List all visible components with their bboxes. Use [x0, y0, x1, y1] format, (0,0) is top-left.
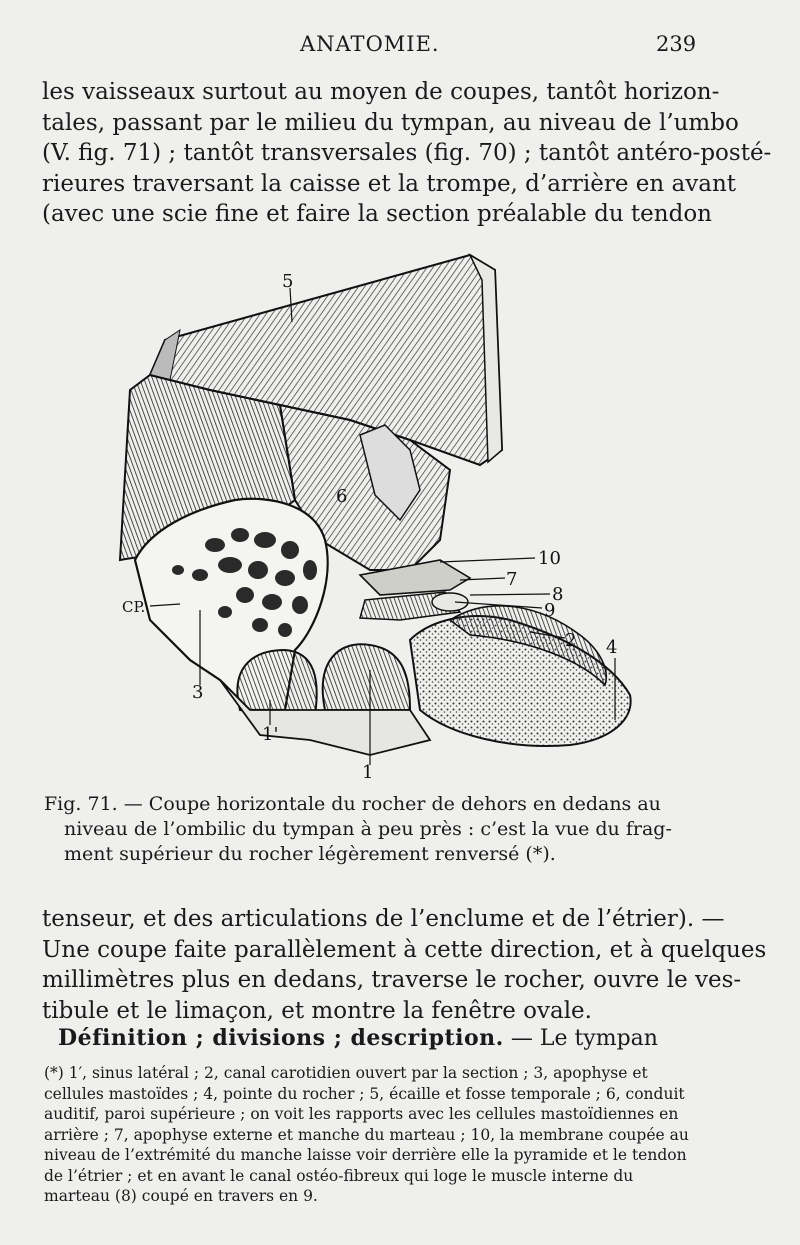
text-line: millimètres plus en dedans, traverse le rocher, ouvre le ves-: [42, 967, 742, 993]
fig-label-7: 7: [506, 569, 518, 590]
section-line: [58, 1025, 700, 1051]
footnote-line: de l’étrier ; et en avant le canal ostéo-fibreux qui loge le muscle interne du: [44, 1166, 634, 1185]
petrous-bone-section-illustration: [110, 240, 670, 785]
text-line: les vaisseaux surtout au moyen de coupes, tantôt horizon-: [42, 79, 720, 105]
caption-line: ment supérieur du rocher légèrement renversé (*).: [64, 843, 556, 865]
fig-label-1prime: 1': [262, 724, 279, 745]
footnote: [44, 1063, 702, 1207]
text-line: Une coupe faite parallèlement à cette direction, et à quelques: [42, 936, 767, 963]
fig-label-10: 10: [538, 548, 561, 569]
footnote-line: cellules mastoïdes ; 4, pointe du rocher ; 5, écaille et fosse temporale ; 6, conduit: [44, 1084, 685, 1103]
footnote-line: (*) 1′, sinus latéral ; 2, canal carotidien ouvert par la section ; 3, apophyse et: [44, 1064, 648, 1082]
text-line: (avec une scie fine et faire la section préalable du tendon: [42, 201, 712, 227]
intro-paragraph: [42, 77, 772, 230]
fig-label-9: 9: [544, 600, 556, 621]
section-heading: Définition ; divisions ; description.: [58, 1025, 504, 1051]
fig-label-8: 8: [552, 584, 564, 605]
footnote-line: marteau (8) coupé en travers en 9.: [44, 1187, 318, 1205]
footnote-line: arrière ; 7, apophyse externe et manche du marteau ; 10, la membrane coupée au: [44, 1125, 689, 1144]
anatomical-engraving: [110, 240, 670, 785]
page-number: 239: [656, 32, 697, 56]
fig-label-2: 2: [565, 630, 577, 651]
caption-line: niveau de l’ombilic du tympan à peu près : c’est la vue du frag-: [64, 818, 672, 840]
fig-label-cp: CP.: [122, 598, 146, 616]
figure-caption: [44, 792, 702, 867]
carotid-canal: [323, 644, 410, 710]
text-line: rieures traversant la caisse et la trompe, d’arrière en avant: [42, 170, 737, 197]
running-head: [0, 32, 800, 62]
running-title: ANATOMIE.: [300, 32, 440, 56]
footnote-line: niveau de l’extrémité du manche laisse voir derrière elle la pyramide et le tendon: [44, 1146, 687, 1164]
text-line: (V. fig. 71) ; tantôt transversales (fig. 70) ; tantôt antéro-posté-: [42, 140, 772, 166]
fig-label-1: 1: [362, 762, 374, 783]
text-line: tibule et le limaçon, et montre la fenêtre ovale.: [42, 997, 592, 1024]
footnote-line: auditif, paroi supérieure ; on voit les rapports avec les cellules mastoïdiennes en: [44, 1105, 679, 1123]
fig-label-4: 4: [606, 637, 618, 658]
fig-label-6: 6: [336, 486, 348, 507]
text-line: tales, passant par le milieu du tympan, au niveau de l’umbo: [42, 109, 739, 136]
text-line: tenseur, et des articulations de l’enclume et de l’étrier). —: [42, 906, 725, 932]
fig-label-5: 5: [282, 271, 294, 292]
caption-line: Fig. 71. — Coupe horizontale du rocher de dehors en dedans au: [44, 793, 661, 815]
section-text: — Le tympan: [503, 1026, 658, 1051]
continuation-paragraph: [42, 904, 767, 1026]
fig-label-3: 3: [192, 682, 204, 703]
